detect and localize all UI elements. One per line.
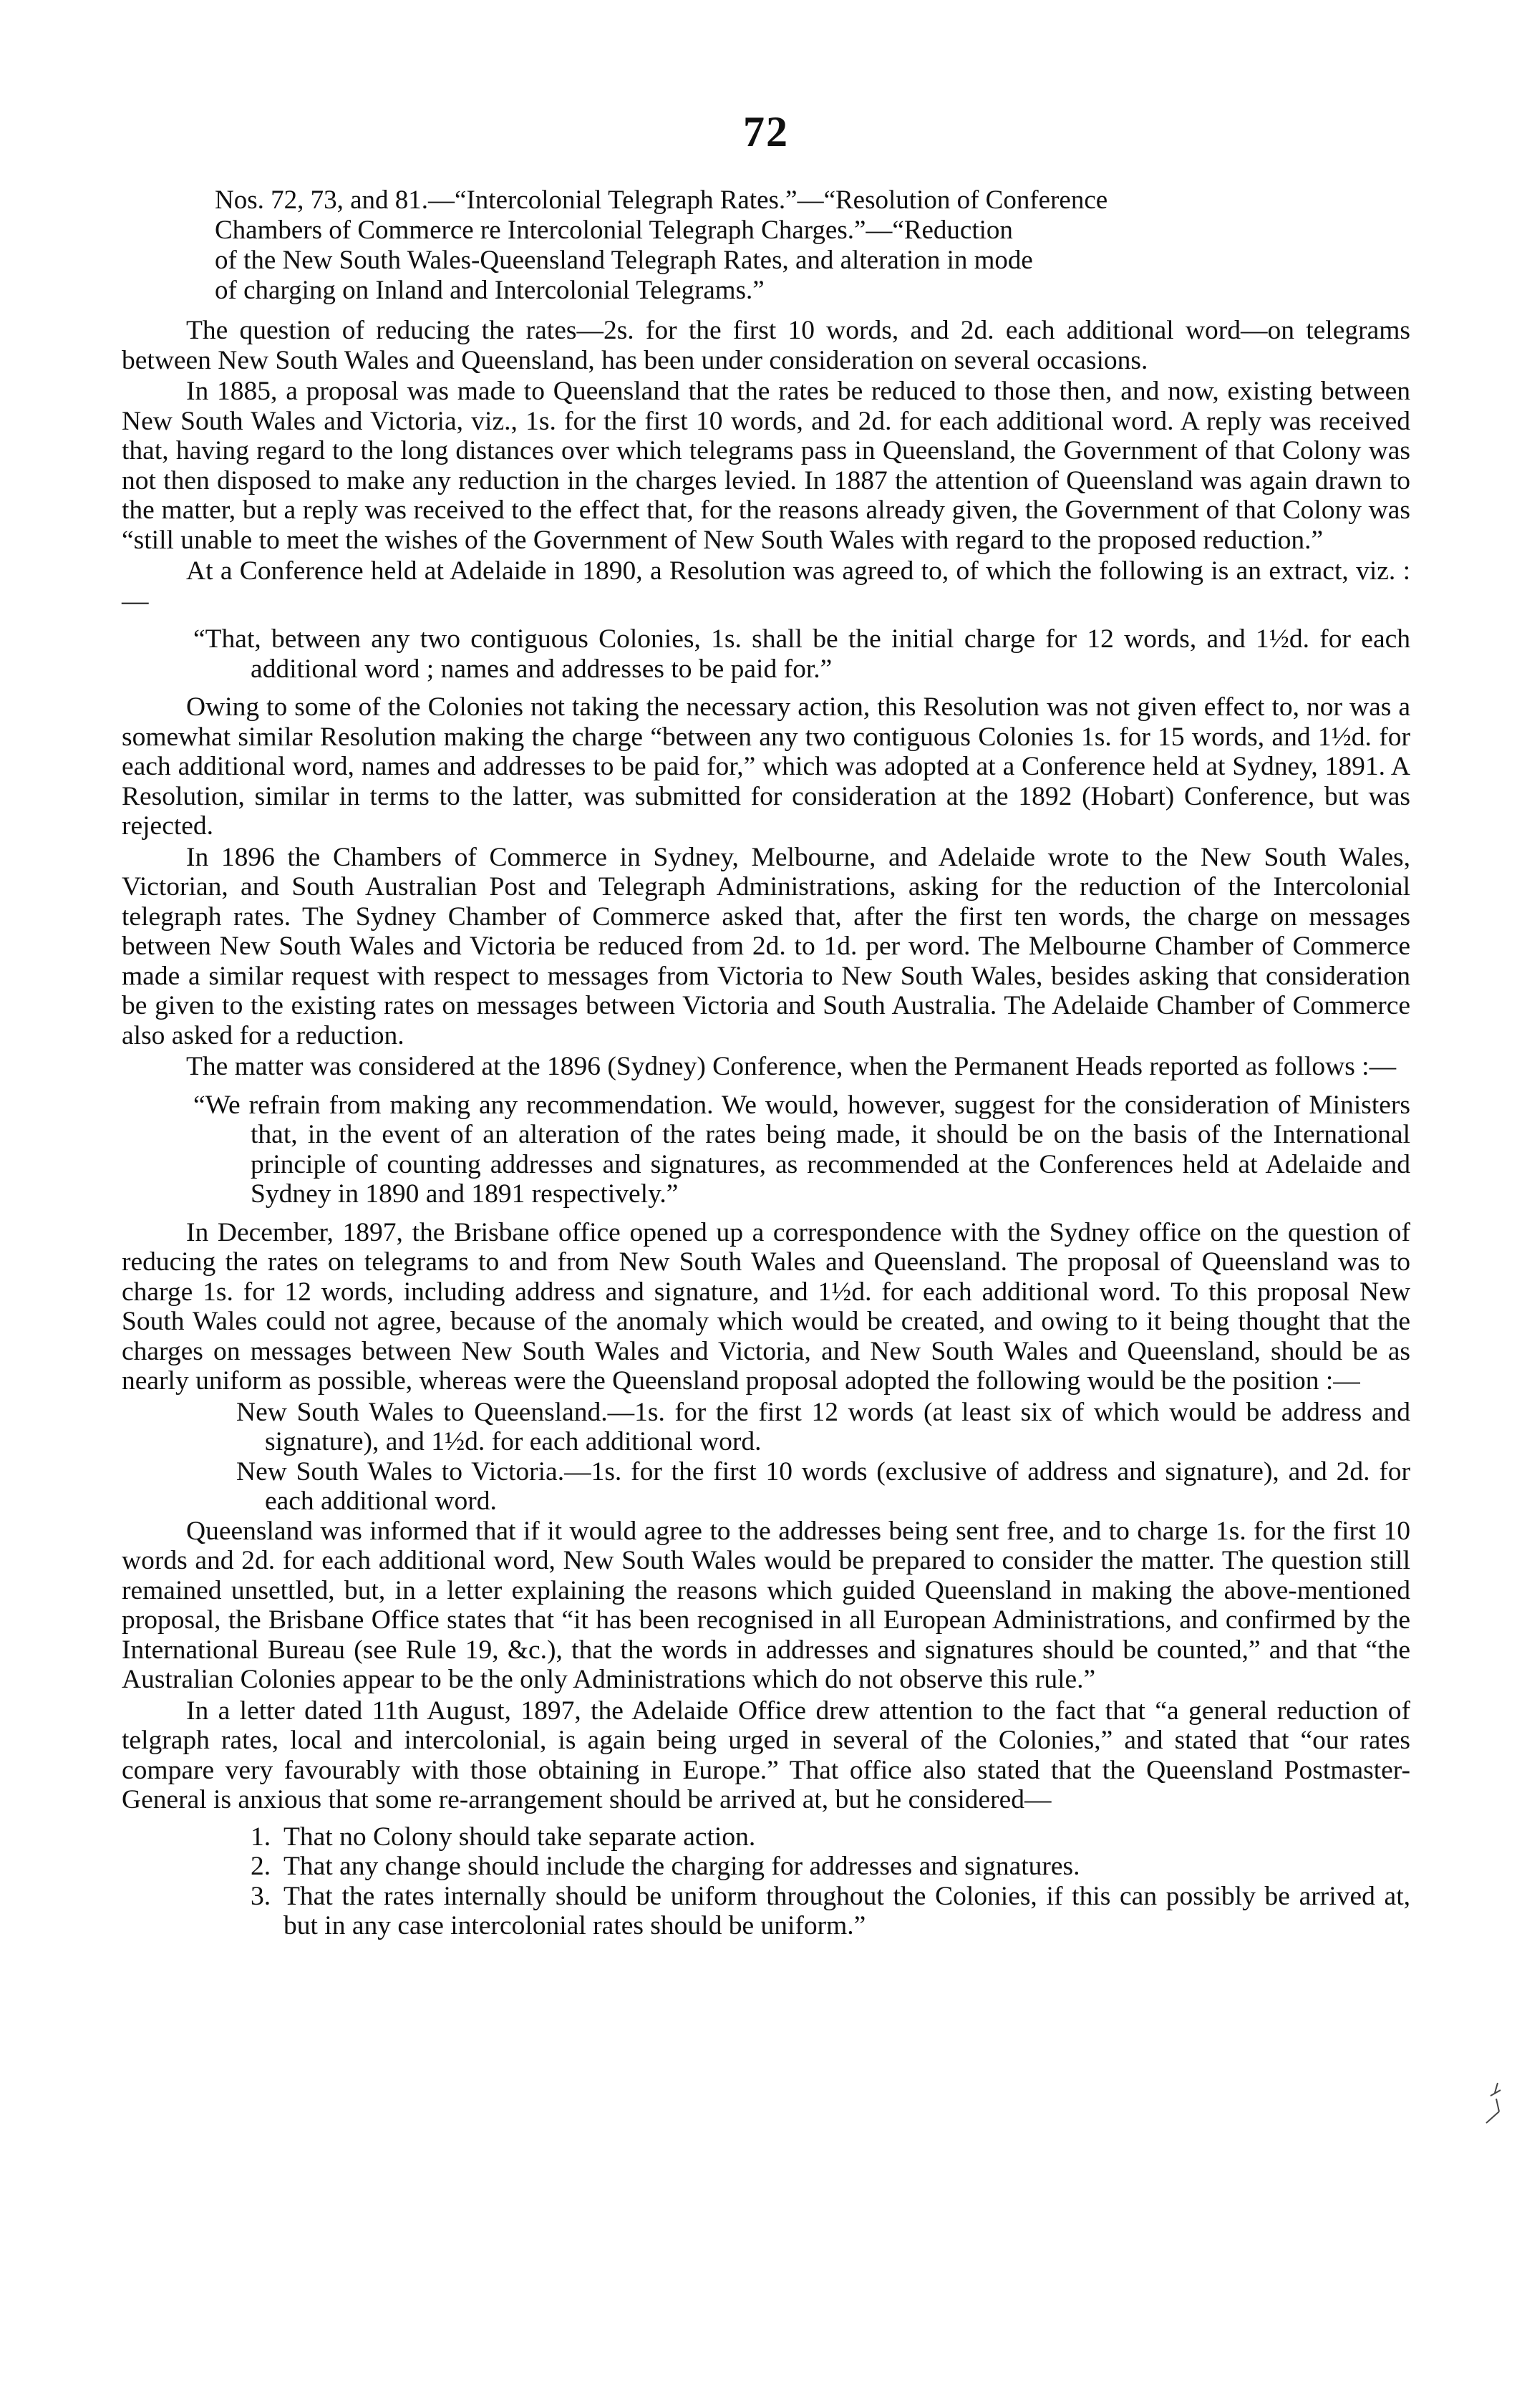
list-item-text: That no Colony should take separate action.	[283, 1822, 756, 1852]
list-item-text: That any change should include the charging for addresses and signatures.	[283, 1852, 1080, 1881]
position-queensland: New South Wales to Queensland.—1s. for the first 12 words (at least six of which would be address and signature), and 1½d. for each additional word.	[236, 1397, 1410, 1456]
section-heading	[122, 185, 1410, 306]
list-item	[122, 1882, 1410, 1941]
position-victoria: New South Wales to Victoria.—1s. for the first 10 words (exclusive of address and signature), and 2d. for each additional word.	[236, 1456, 1410, 1516]
list-item-number: 1.	[251, 1822, 271, 1852]
list-item-number: 2.	[251, 1852, 271, 1881]
heading-line: Chambers of Commerce re Intercolonial Telegraph Charges.”—“Reduction	[215, 216, 1013, 245]
heading-line: Nos. 72, 73, and 81.—“Intercolonial Telegraph Rates.”—“Resolution of Conference	[215, 185, 1108, 215]
paragraph-3: At a Conference held at Adelaide in 1890, a Resolution was agreed to, of which the following is an extract, viz. :—	[122, 556, 1410, 616]
paragraph-9: In a letter dated 11th August, 1897, the Adelaide Office drew attention to the fact that “a general reduction of telgraph rates, local and intercolonial, is again being urged in several of the Colonies,” and stated that “our rates compare very favourably with those obtaining in Europe.” That office also stated that the Queensland Postmaster-General is anxious that some re-arrangement should be arrived at, but he considered—	[122, 1696, 1410, 1814]
paragraph-5: In 1896 the Chambers of Commerce in Sydney, Melbourne, and Adelaide wrote to the New South Wales, Victorian, and South Australian Post and Telegraph Administrations, asking for the reduction of the Intercolonial telegraph rates. The Sydney Chamber of Commerce asked that, after the first ten words, the charge on messages between New South Wales and Victoria be reduced from 2d. to 1d. per word. The Melbourne Chamber of Commerce made a similar request with respect to messages from Victoria to New South Wales, besides asking that consideration be given to the existing rates on messages between Victoria and South Australia. The Adelaide Chamber of Commerce also asked for a reduction.	[122, 842, 1410, 1050]
document-page	[122, 93, 1410, 2370]
paragraph-8: Queensland was informed that if it would agree to the addresses being sent free, and to charge 1s. for the first 10 words and 2d. for each additional word, New South Wales would be prepared to consider the matter. The question still remained unsettled, but, in a letter explaining the reasons which guided Queensland in making the above-mentioned proposal, the Brisbane Office states that “it has been recognised in all European Administrations, and confirmed by the International Bureau (see Rule 19, &c.), that the words in addresses and signatures should be counted,” and that “the Australian Colonies appear to be the only Administrations which do not observe this rule.”	[122, 1516, 1410, 1694]
numbered-list	[122, 1822, 1410, 1941]
paragraph-7: In December, 1897, the Brisbane office opened up a correspondence with the Sydney office on the question of reducing the rates on telegrams to and from New South Wales and Queensland. The proposal of Queensland was to charge 1s. for 12 words, including address and signature, and 1½d. for each additional word. To this proposal New South Wales could not agree, because of the anomaly which would be created, and owing to it being thought that the charges on messages between New South Wales and Victoria, and New South Wales and Queensland, should be as nearly uniform as possible, whereas were the Queensland proposal adopted the following would be the position :—	[122, 1217, 1410, 1396]
list-item	[122, 1852, 1410, 1882]
list-item-text: That the rates internally should be uniform throughout the Colonies, if this can possibly be arrived at, but in any case intercolonial rates should be uniform.”	[283, 1881, 1410, 1940]
quote-permanent-heads: “We refrain from making any recommendation. We would, however, suggest for the consideration of Ministers that, in the event of an alteration of the rates being made, it should be on the basis of the International principle of counting addresses and signatures, as recommended at the Conferences held at Adelaide and Sydney in 1890 and 1891 respectively.”	[193, 1090, 1410, 1209]
margin-pencil-mark	[1482, 2080, 1503, 2130]
paragraph-6: The matter was considered at the 1896 (Sydney) Conference, when the Permanent Heads reported as follows :—	[186, 1052, 1397, 1081]
quote-resolution-1890: “That, between any two contiguous Colonies, 1s. shall be the initial charge for 12 words, and 1½d. for each additional word ; names and addresses to be paid for.”	[193, 624, 1410, 684]
list-item	[122, 1822, 1410, 1852]
heading-line: of charging on Inland and Intercolonial Telegrams.”	[215, 276, 765, 305]
paragraph-4: Owing to some of the Colonies not taking the necessary action, this Resolution was not given effect to, nor was a somewhat similar Resolution making the charge “between any two contiguous Colonies 1s. for 15 words, and 1½d. for each additional word, names and addresses to be paid for,” which was adopted at a Conference held at Sydney, 1891. A Resolution, similar in terms to the latter, was submitted for consideration at the 1892 (Hobart) Conference, but was rejected.	[122, 692, 1410, 841]
paragraph-1: The question of reducing the rates—2s. for the first 10 words, and 2d. each additional word—on telegrams between New South Wales and Queensland, has been under consideration on several occasions.	[122, 316, 1410, 375]
list-item-number: 3.	[251, 1881, 271, 1911]
paragraph-2: In 1885, a proposal was made to Queensland that the rates be reduced to those then, and now, existing between New South Wales and Victoria, viz., 1s. for the first 10 words, and 2d. for each additional word. A reply was received that, having regard to the long distances over which telegrams pass in Queensland, the Government of that Colony was not then disposed to make any reduction in the charges levied. In 1887 the attention of Queensland was again drawn to the matter, but a reply was received to the effect that, for the reasons already given, the Government of that Colony was “still unable to meet the wishes of the Government of New South Wales with regard to the proposed reduction.”	[122, 377, 1410, 555]
heading-line: of the New South Wales-Queensland Telegraph Rates, and alteration in mode	[215, 246, 1033, 275]
page-number: 72	[743, 108, 789, 155]
